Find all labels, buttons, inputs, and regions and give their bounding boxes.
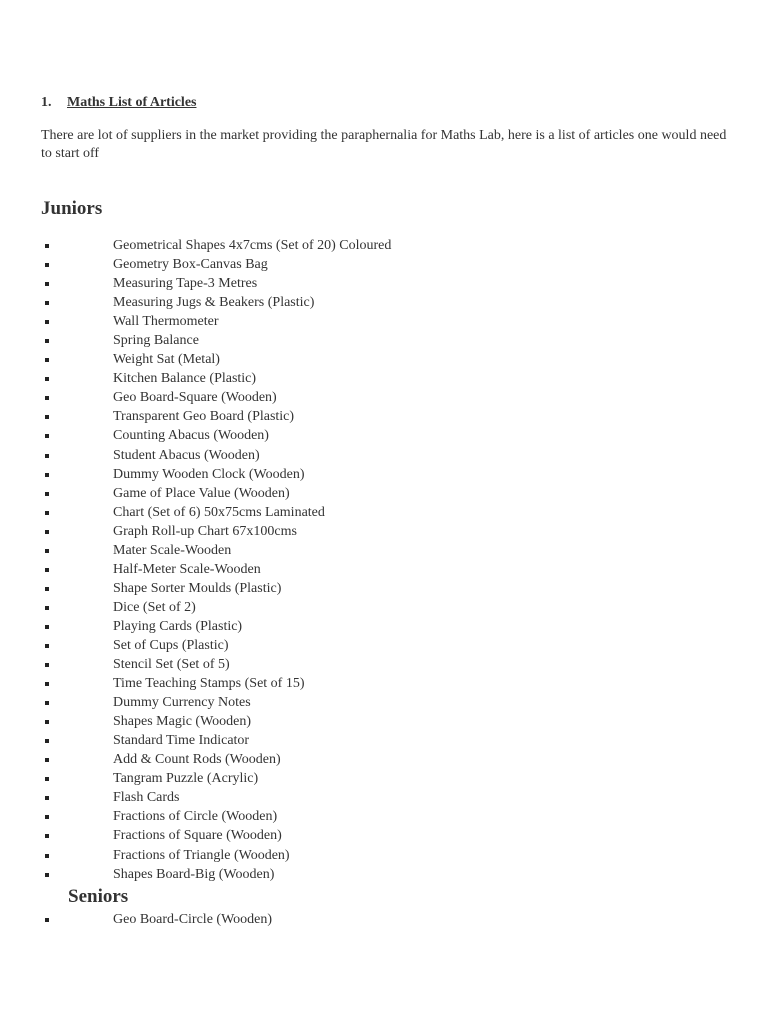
square-bullet-icon: [45, 549, 49, 553]
square-bullet-icon: [45, 320, 49, 324]
square-bullet-icon: [45, 720, 49, 724]
list-item-label: Geo Board-Circle (Wooden): [113, 912, 273, 927]
square-bullet-icon: [45, 568, 49, 572]
list-item-label: Graph Roll-up Chart 67x100cms: [113, 523, 297, 539]
square-bullet-icon: [45, 282, 49, 286]
square-bullet-icon: [45, 415, 49, 419]
list-item-label: Dummy Currency Notes: [113, 695, 251, 711]
list-item-label: Fractions of Triangle (Wooden): [113, 847, 290, 863]
square-bullet-icon: [45, 301, 49, 305]
seniors-heading: Seniors: [68, 886, 129, 907]
list-item-label: Flash Cards: [113, 790, 180, 806]
square-bullet-icon: [45, 834, 49, 838]
section-heading: [41, 94, 196, 112]
list-item-label: Dice (Set of 2): [113, 599, 196, 615]
square-bullet-icon: [45, 644, 49, 648]
juniors-heading: Juniors: [41, 198, 103, 219]
list-item-label: Measuring Tape-3 Metres: [113, 276, 258, 292]
square-bullet-icon: [45, 530, 49, 534]
list-item-label: Measuring Jugs & Beakers (Plastic): [113, 295, 315, 311]
square-bullet-icon: [45, 701, 49, 705]
list-item-label: Shapes Board-Big (Wooden): [113, 866, 275, 882]
list-item-label: Geometry Box-Canvas Bag: [113, 257, 268, 273]
square-bullet-icon: [45, 396, 49, 400]
list-item-label: Chart (Set of 6) 50x75cms Laminated: [113, 504, 325, 520]
list-item-label: Spring Balance: [113, 333, 199, 349]
square-bullet-icon: [45, 873, 49, 877]
square-bullet-icon: [45, 492, 49, 496]
square-bullet-icon: [45, 473, 49, 477]
square-bullet-icon: [45, 854, 49, 858]
square-bullet-icon: [45, 625, 49, 629]
square-bullet-icon: [45, 606, 49, 610]
list-item-label: Shapes Magic (Wooden): [113, 714, 252, 730]
list-item-label: Game of Place Value (Wooden): [113, 485, 290, 501]
list-item-label: Dummy Wooden Clock (Wooden): [113, 466, 305, 482]
square-bullet-icon: [45, 587, 49, 591]
list-item-label: Fractions of Circle (Wooden): [113, 809, 278, 825]
square-bullet-icon: [45, 796, 49, 800]
list-item-label: Half-Meter Scale-Wooden: [113, 561, 261, 577]
square-bullet-icon: [45, 263, 49, 267]
square-bullet-icon: [45, 434, 49, 438]
list-item-label: Time Teaching Stamps (Set of 15): [113, 676, 305, 692]
square-bullet-icon: [45, 339, 49, 343]
list-item-label: Kitchen Balance (Plastic): [113, 371, 257, 387]
square-bullet-icon: [45, 815, 49, 819]
square-bullet-icon: [45, 777, 49, 781]
square-bullet-icon: [45, 682, 49, 686]
square-bullet-icon: [45, 244, 49, 248]
square-bullet-icon: [45, 918, 49, 922]
square-bullet-icon: [45, 377, 49, 381]
square-bullet-icon: [45, 454, 49, 458]
list-item-label: Student Abacus (Wooden): [113, 447, 260, 463]
square-bullet-icon: [45, 511, 49, 515]
list-item-label: Geometrical Shapes 4x7cms (Set of 20) Coloured: [113, 238, 392, 253]
section-number: 1.: [41, 95, 52, 110]
square-bullet-icon: [45, 358, 49, 362]
square-bullet-icon: [45, 758, 49, 762]
list-item-label: Standard Time Indicator: [113, 733, 250, 749]
square-bullet-icon: [45, 739, 49, 743]
list-item-label: Add & Count Rods (Wooden): [113, 752, 281, 768]
intro-paragraph: There are lot of suppliers in the market providing the paraphernalia for Maths Lab, here is a list of articles one would need to start off: [41, 128, 727, 161]
list-item-label: Tangram Puzzle (Acrylic): [113, 771, 259, 787]
list-item-label: Mater Scale-Wooden: [113, 542, 232, 558]
list-item-label: Fractions of Square (Wooden): [113, 828, 282, 844]
list-item-label: Shape Sorter Moulds (Plastic): [113, 580, 282, 596]
list-item-label: Wall Thermometer: [113, 314, 219, 330]
list-item-label: Geo Board-Square (Wooden): [113, 390, 277, 406]
square-bullet-icon: [45, 663, 49, 667]
list-item-label: Set of Cups (Plastic): [113, 637, 229, 653]
list-item-label: Stencil Set (Set of 5): [113, 657, 230, 673]
list-item-label: Playing Cards (Plastic): [113, 618, 243, 634]
list-item-label: Counting Abacus (Wooden): [113, 428, 269, 444]
list-item-label: Weight Sat (Metal): [113, 352, 220, 368]
list-item-label: Transparent Geo Board (Plastic): [113, 409, 295, 425]
section-title: Maths List of Articles: [67, 95, 197, 110]
